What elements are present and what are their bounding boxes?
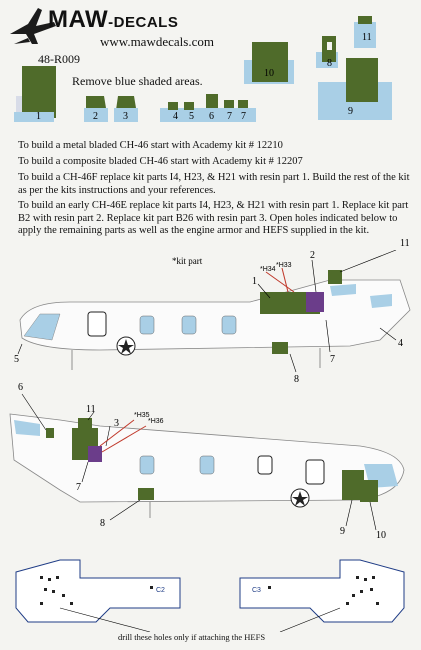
brand-main: MAW — [48, 6, 109, 33]
instruction-composite-blade: To build a composite bladed CH-46 start with Academy kit # 12207 — [18, 156, 303, 167]
svg-text:8: 8 — [327, 58, 332, 69]
svg-text:4: 4 — [173, 111, 178, 122]
callout-h36: *H36 — [148, 418, 164, 425]
svg-text:10: 10 — [264, 68, 274, 79]
remove-note: Remove blue shaded areas. — [72, 74, 203, 88]
callout-5-top: 5 — [14, 354, 19, 365]
callout-8-top: 8 — [294, 374, 299, 385]
svg-text:C3: C3 — [252, 587, 261, 594]
resin-parts-illustration — [0, 0, 421, 140]
helicopter-diagram-top — [0, 250, 421, 390]
instruction-metal-blade: To build a metal bladed CH-46 start with Academy kit # 12210 — [18, 140, 283, 151]
part-1 — [14, 66, 56, 122]
callout-2-top: 2 — [310, 250, 315, 261]
instruction-ch46f: To build a CH-46F replace kit parts I4, H23, & H21 with resin part 1. Build the rest of the kit as per the kits instructions and your references. — [18, 172, 410, 196]
helicopter-diagram-bottom — [0, 390, 421, 550]
svg-text:11: 11 — [362, 32, 372, 43]
svg-text:C2: C2 — [156, 587, 165, 594]
svg-text:3: 3 — [123, 111, 128, 122]
svg-text:9: 9 — [348, 106, 353, 117]
callout-7-top: 7 — [330, 354, 335, 365]
hole-drilling-diagram — [0, 548, 421, 632]
callout-8-bottom: 8 — [100, 518, 105, 529]
callout-h34: *H34 — [260, 266, 276, 273]
callout-h35: *H35 — [134, 412, 150, 419]
callout-10-bottom: 10 — [376, 530, 386, 541]
svg-text:7: 7 — [227, 111, 232, 122]
callout-11-top: 11 — [400, 238, 410, 249]
callout-3-bottom: 3 — [114, 418, 119, 429]
callout-4-top: 4 — [398, 338, 403, 349]
drill-holes-note: drill these holes only if attaching the HEFS — [118, 632, 266, 642]
product-code: 48-R009 — [38, 52, 80, 66]
website-url: www.mawdecals.com — [100, 34, 214, 49]
svg-text:5: 5 — [189, 111, 194, 122]
brand-suffix: -DECALS — [108, 14, 179, 31]
callout-11-bottom: 11 — [86, 404, 96, 415]
callout-h33: *H33 — [276, 262, 292, 269]
svg-text:6: 6 — [209, 111, 214, 122]
kit-part-note: *kit part — [172, 256, 203, 266]
instruction-early-ch46e: To build an early CH-46E replace kit parts I4, H23, & H21 with resin part 1. Replace kit part B2 with resin part 2. Replace kit part B26 with resin part 3. Open holes indicated below to apply the remaining parts as well as the engine armor and HEFS supplied in the kit. — [18, 200, 409, 236]
svg-text:2: 2 — [93, 111, 98, 122]
svg-text:7: 7 — [241, 111, 246, 122]
callout-7-bottom: 7 — [76, 482, 81, 493]
svg-text:1: 1 — [36, 111, 41, 122]
callout-6-bottom: 6 — [18, 382, 23, 393]
callout-1-top: 1 — [252, 276, 257, 287]
callout-9-bottom: 9 — [340, 526, 345, 537]
